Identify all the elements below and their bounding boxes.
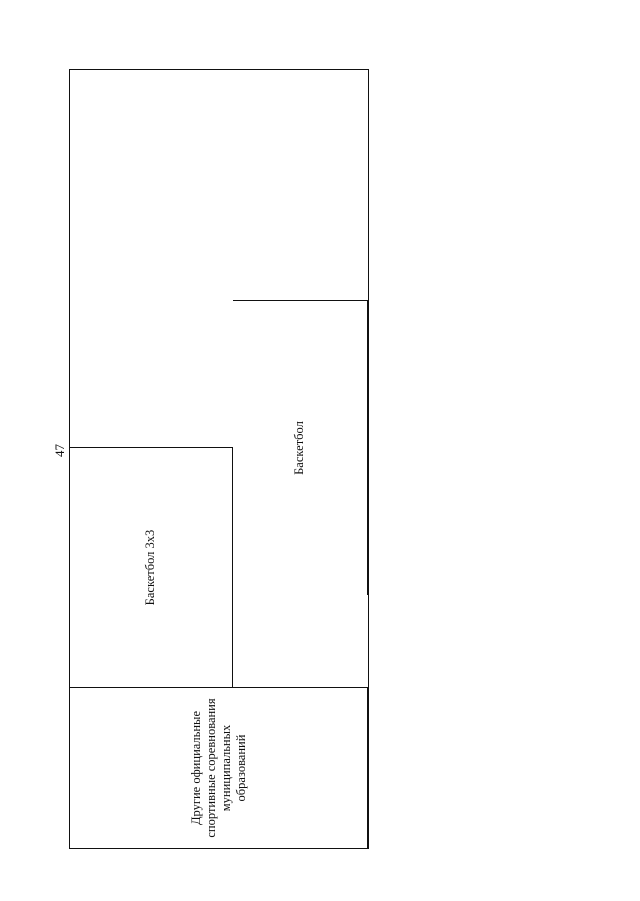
rotated-table-wrapper <box>69 69 369 849</box>
sport-cell-basketball: Баскетбол <box>233 300 368 595</box>
competition-cell: Другие официальные спортивные соревнования муниципальных образований <box>70 687 368 848</box>
rating-table <box>69 69 369 849</box>
page-number: 47 <box>52 444 67 458</box>
sport-cell-basketball-3x3: Баскетбол 3х3 <box>70 447 233 687</box>
